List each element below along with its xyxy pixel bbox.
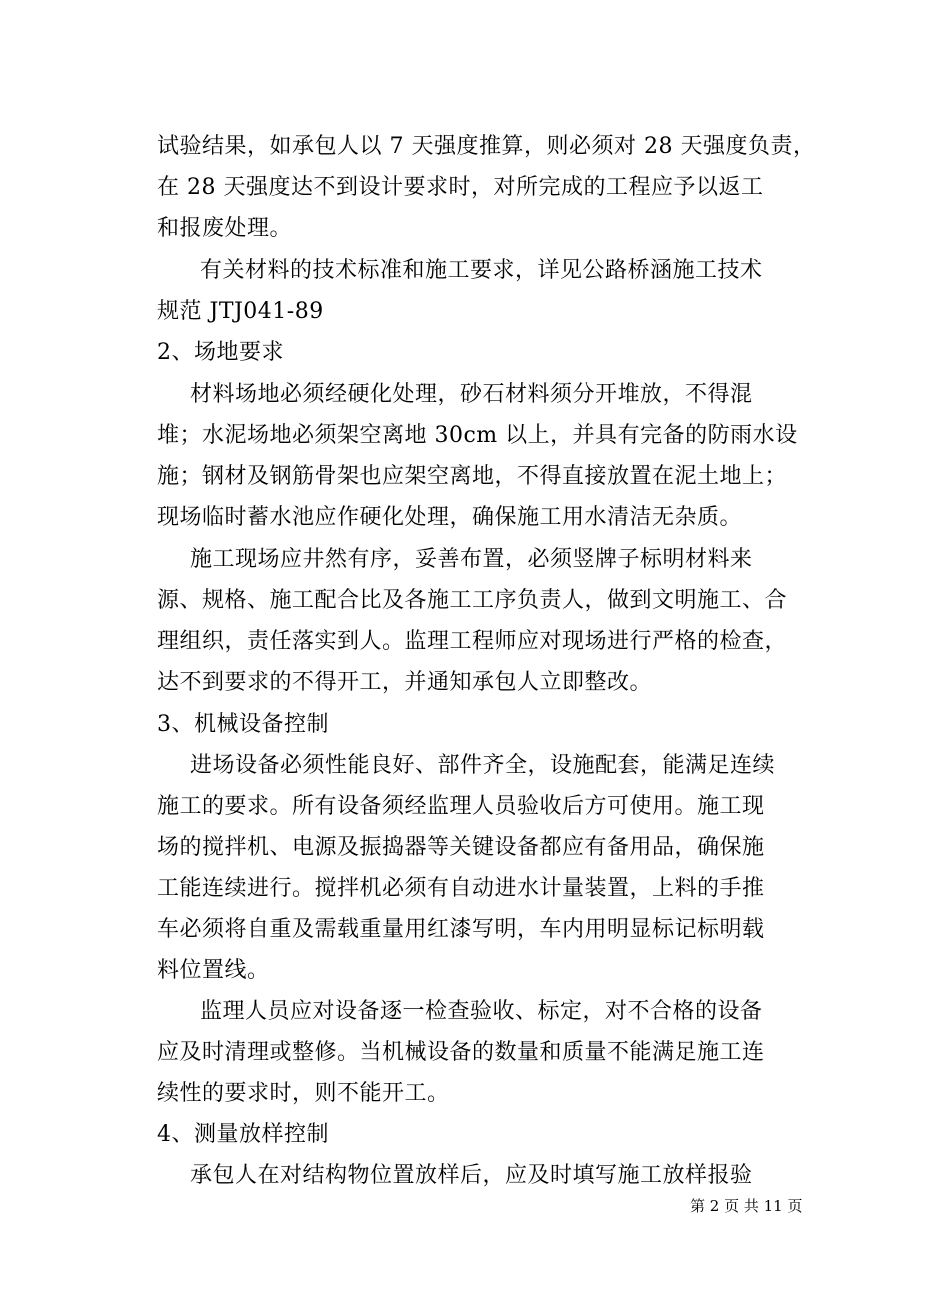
paragraph-line: 在 28 天强度达不到设计要求时，对所完成的工程应予以返工	[157, 175, 764, 200]
paragraph-line: 场的搅拌机、电源及振捣器等关键设备都应有备用品，确保施	[157, 835, 765, 860]
paragraph-line: 施；钢材及钢筋骨架也应架空离地，不得直接放置在泥土地上；	[157, 464, 788, 489]
paragraph-line: 施工现场应井然有序，妥善布置，必须竖牌子标明材料来	[190, 547, 753, 572]
paragraph-line: 施工的要求。所有设备须经监理人员验收后方可使用。施工现	[157, 794, 765, 819]
paragraph-line: 应及时清理或整修。当机械设备的数量和质量不能满足施工连	[157, 1040, 765, 1065]
paragraph-line: 源、规格、施工配合比及各施工工序负责人，做到文明施工、合	[157, 588, 788, 613]
paragraph-line: 进场设备必须性能良好、部件齐全，设施配套，能满足连续	[190, 753, 776, 778]
section-heading: 4、测量放样控制	[157, 1122, 329, 1147]
paragraph-line: 规范 JTJ041-89	[157, 299, 324, 324]
paragraph-line: 承包人在对结构物位置放样后，应及时填写施工放样报验	[190, 1163, 753, 1188]
paragraph-line: 理组织，责任落实到人。监理工程师应对现场进行严格的检查，	[157, 629, 788, 654]
paragraph-line: 车必须将自重及需载重量用红漆写明，车内用明显标记标明载	[157, 917, 765, 942]
paragraph-line: 试验结果，如承包人以 7 天强度推算，则必须对 28 天强度负责，	[157, 134, 816, 159]
paragraph-line: 工能连续进行。搅拌机必须有自动进水计量装置，上料的手推	[157, 876, 765, 901]
section-heading: 3、机械设备控制	[157, 712, 329, 737]
paragraph-line: 堆；水泥场地必须架空离地 30cm 以上，并具有完备的防雨水设	[157, 423, 798, 448]
page-number-footer: 第 2 页 共 11 页	[690, 1197, 803, 1215]
paragraph-line: 续性的要求时，则不能开工。	[157, 1081, 450, 1106]
paragraph-line: 有关材料的技术标准和施工要求，详见公路桥涵施工技术	[200, 258, 763, 283]
paragraph-line: 监理人员应对设备逐一检查验收、标定，对不合格的设备	[200, 999, 763, 1024]
paragraph-line: 料位置线。	[157, 958, 270, 983]
paragraph-line: 和报废处理。	[157, 216, 293, 241]
paragraph-line: 达不到要求的不得开工，并通知承包人立即整改。	[157, 670, 653, 695]
section-heading: 2、场地要求	[157, 340, 284, 365]
paragraph-line: 现场临时蓄水池应作硬化处理，确保施工用水清洁无杂质。	[157, 505, 743, 530]
paragraph-line: 材料场地必须经硬化处理，砂石材料须分开堆放，不得混	[190, 382, 753, 407]
